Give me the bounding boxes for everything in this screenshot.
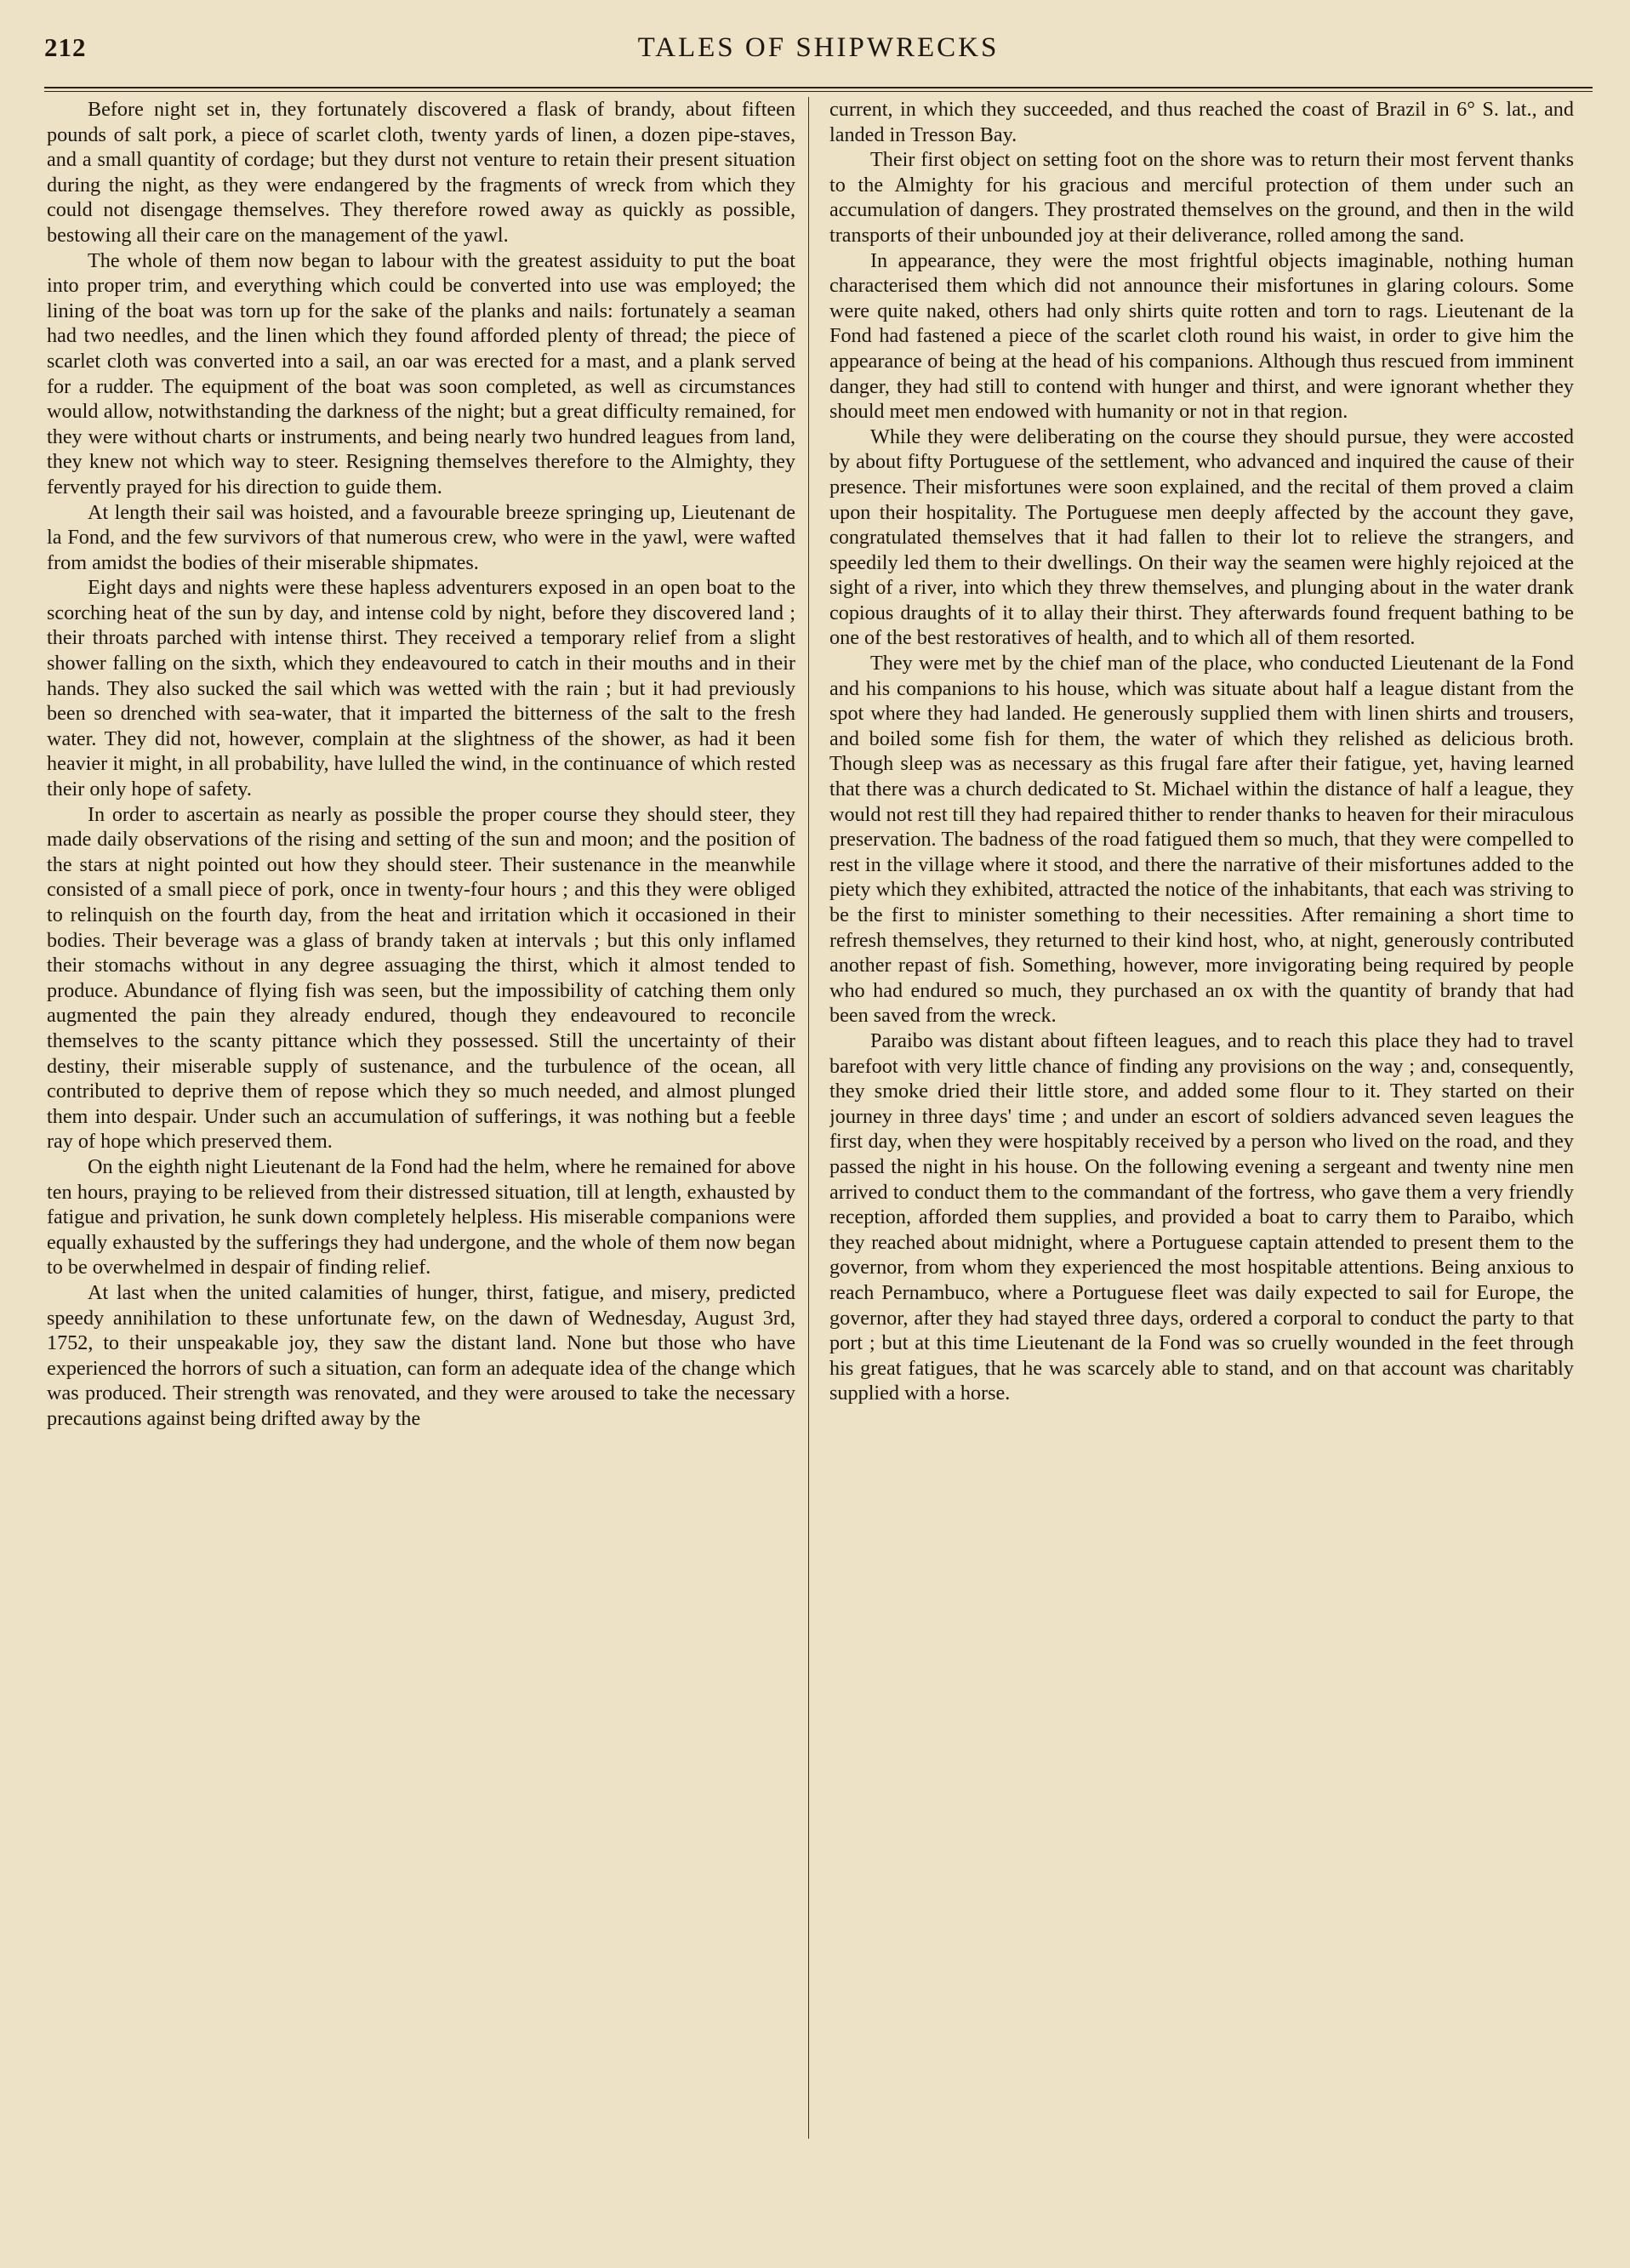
- column-divider: [808, 97, 809, 2139]
- paragraph: At length their sail was hoisted, and a favourable breeze springing up, Lieutenant de la Fond, and the few survivors of that numerous crew, who were in the yawl, were wafted from amidst the bodies of their miserable shipmates.: [47, 500, 795, 574]
- paragraph: In appearance, they were the most frightful objects imaginable, nothing human characterised them which did not announce their misfortunes in glaring colours. Some were quite naked, others had only shirts quite rotten and torn to rags. Lieutenant de la Fond had fastened a piece of the scarlet cloth round his waist, in order to give him the appearance of being at the head of his companions. Although thus rescued from imminent danger, they had still to contend with hunger and thirst, and were ignorant whether they should meet men endowed with humanity or not in that region.: [829, 248, 1574, 424]
- paragraph: While they were deliberating on the course they should pursue, they were accosted by about fifty Portuguese of the settlement, who advanced and inquired the cause of their presence. Their misfortunes were soon explained, and the recital of them proved a claim upon their hospitality. The Portuguese men deeply affected by the account they gave, congratulated themselves that it had fallen to their lot to relieve the strangers, and speedily led them to their dwellings. On their way the seamen were highly rejoiced at the sight of a river, into which they threw themselves, and plunging about in the water drank copious draughts of it to allay their thirst. They afterwards found frequent bathing to be one of the best restoratives of health, and to which all of them resorted.: [829, 425, 1574, 650]
- paragraph: Paraibo was distant about fifteen leagues, and to reach this place they had to travel barefoot with very little chance of finding any provisions on the way ; and, consequently, they smoke dried their little store, and added some flour to it. They started on their journey in three days' time ; and under an escort of soldiers advanced seven leagues the first day, when they were hospitably received by a person who lived on the road, and they passed the night in his house. On the following evening a sergeant and twenty nine men arrived to conduct them to the commandant of the fortress, who gave them a very friendly reception, afforded them supplies, and provided a boat to carry them to Paraibo, which they reached about midnight, where a Portuguese captain attended to present them to the governor, from whom they experienced the most hospitable attentions. Being anxious to reach Pernambuco, where a Portuguese fleet was daily expected to sail for Europe, the governor, after they had stayed three days, ordered a corporal to conduct the party to that port ; but at this time Lieutenant de la Fond was so cruelly wounded in the feet through his great fatigues, that he was scarcely able to stand, and on that account was charitably supplied with a horse.: [829, 1029, 1574, 1405]
- running-title: TALES OF SHIPWRECKS: [637, 32, 1000, 63]
- paragraph-continued: current, in which they succeeded, and thus reached the coast of Brazil in 6° S. lat., and landed in Tresson Bay.: [829, 98, 1574, 146]
- paragraph: On the eighth night Lieutenant de la Fond had the helm, where he remained for above ten hours, praying to be relieved from their distressed situation, till at length, exhausted by fatigue and privation, he sunk down completely helpless. His miserable companions were equally exhausted by the sufferings they had undergone, and the whole of them now began to be overwhelmed in despair of finding relief.: [47, 1154, 795, 1279]
- paragraph: Before night set in, they fortunately discovered a flask of brandy, about fifteen pounds of salt pork, a piece of scarlet cloth, twenty yards of linen, a dozen pipe-staves, and a small quantity of cordage; but they durst not venture to retain their present situation during the night, as they were endangered by the fragments of wreck from which they could not disengage themselves. They therefore rowed away as quickly as possible, bestowing all their care on the management of the yawl.: [47, 98, 795, 247]
- paragraph: The whole of them now began to labour with the greatest assiduity to put the boat into proper trim, and everything which could be converted into use was employed; the lining of the boat was torn up for the sake of the planks and nails: fortunately a seaman had two needles, and the linen which they found afforded plenty of thread; the piece of scarlet cloth was converted into a sail, an oar was erected for a mast, and a plank served for a rudder. The equipment of the boat was soon completed, as well as circumstances would allow, notwithstanding the darkness of the night; but a great difficulty remained, for they were without charts or instruments, and being nearly two hundred leagues from land, they knew not which way to steer. Resigning themselves therefore to the Almighty, they fervently prayed for his direction to guide them.: [47, 248, 795, 499]
- paragraph: Their first object on setting foot on the shore was to return their most fervent thanks to the Almighty for his gracious and merciful protection of them under such an accumulation of dangers. They prostrated themselves on the ground, and then in the wild transports of their unbounded joy at their deliverance, rolled among the sand.: [829, 148, 1574, 247]
- paragraph: In order to ascertain as nearly as possible the proper course they should steer, they made daily observations of the rising and setting of the sun and moon; and the position of the stars at night pointed out how they should steer. Their sustenance in the meanwhile consisted of a small piece of pork, once in twenty-four hours ; and this they were obliged to relinquish on the fourth day, from the heat and irritation which it occasioned in their bodies. Their beverage was a glass of brandy taken at intervals ; but this only inflamed their stomachs without in any degree assuaging the thirst, which it almost tended to produce. Abundance of flying fish was seen, but the impossibility of catching them only augmented the pain they already endured, though they endeavoured to reconcile themselves to the scanty pittance which they possessed. Still the uncertainty of their destiny, their miserable supply of sustenance, and the turbulence of the ocean, all contributed to deprive them of repose which they so much needed, and almost plunged them into despair. Under such an accumulation of sufferings, it was nothing but a feeble ray of hope which preserved them.: [47, 802, 795, 1154]
- paragraph: They were met by the chief man of the place, who conducted Lieutenant de la Fond and his companions to his house, which was situate about half a league distant from the spot where they had landed. He generously supplied them with linen shirts and trousers, and boiled some fish for them, the water of which they relished as delicious broth. Though sleep was as necessary as this frugal fare after their fatigue, yet, having learned that there was a church dedicated to St. Michael within the distance of half a league, they would not rest till they had repaired thither to render thanks to heaven for their miraculous preservation. The badness of the road fatigued them so much, that they were compelled to rest in the village where it stood, and there the narrative of their misfortunes added to the piety which they exhibited, attracted the notice of the inhabitants, that each was striving to be the first to minister something to their necessities. After remaining a short time to refresh themselves, they returned to their kind host, who, at night, generously contributed another repast of fish. Something, however, more invigorating being required by people who had endured so much, they purchased an ox with the quantity of brandy that had been saved from the wreck.: [829, 652, 1574, 1028]
- page-number: 212: [44, 32, 87, 62]
- left-column: [47, 97, 795, 2207]
- paragraph: At last when the united calamities of hunger, thirst, fatigue, and misery, predicted speedy annihilation to these unfortunate few, on the dawn of Wednesday, August 3rd, 1752, to their unspeakable joy, they saw the distant land. None but those who have experienced the horrors of such a situation, can form an adequate idea of the change which was produced. Their strength was renovated, and they were aroused to take the necessary precautions against being drifted away by the: [47, 1280, 795, 1430]
- header-rule: [44, 87, 1593, 92]
- page-header: [44, 26, 1593, 77]
- right-column: [829, 97, 1574, 2207]
- paragraph: Eight days and nights were these hapless adventurers exposed in an open boat to the scorching heat of the sun by day, and intense cold by night, before they discovered land ; their throats parched with intense thirst. They received a temporary relief from a slight shower falling on the sixth, which they endeavoured to catch in their mouths and in their hands. They also sucked the sail which was wetted with the rain ; but it had previously been so drenched with sea-water, that it imparted the bitterness of the salt to the fresh water. They did not, however, complain at the slightness of the shower, as had it been heavier it might, in all probability, have lulled the wind, in the continuance of which rested their only hope of safety.: [47, 576, 795, 801]
